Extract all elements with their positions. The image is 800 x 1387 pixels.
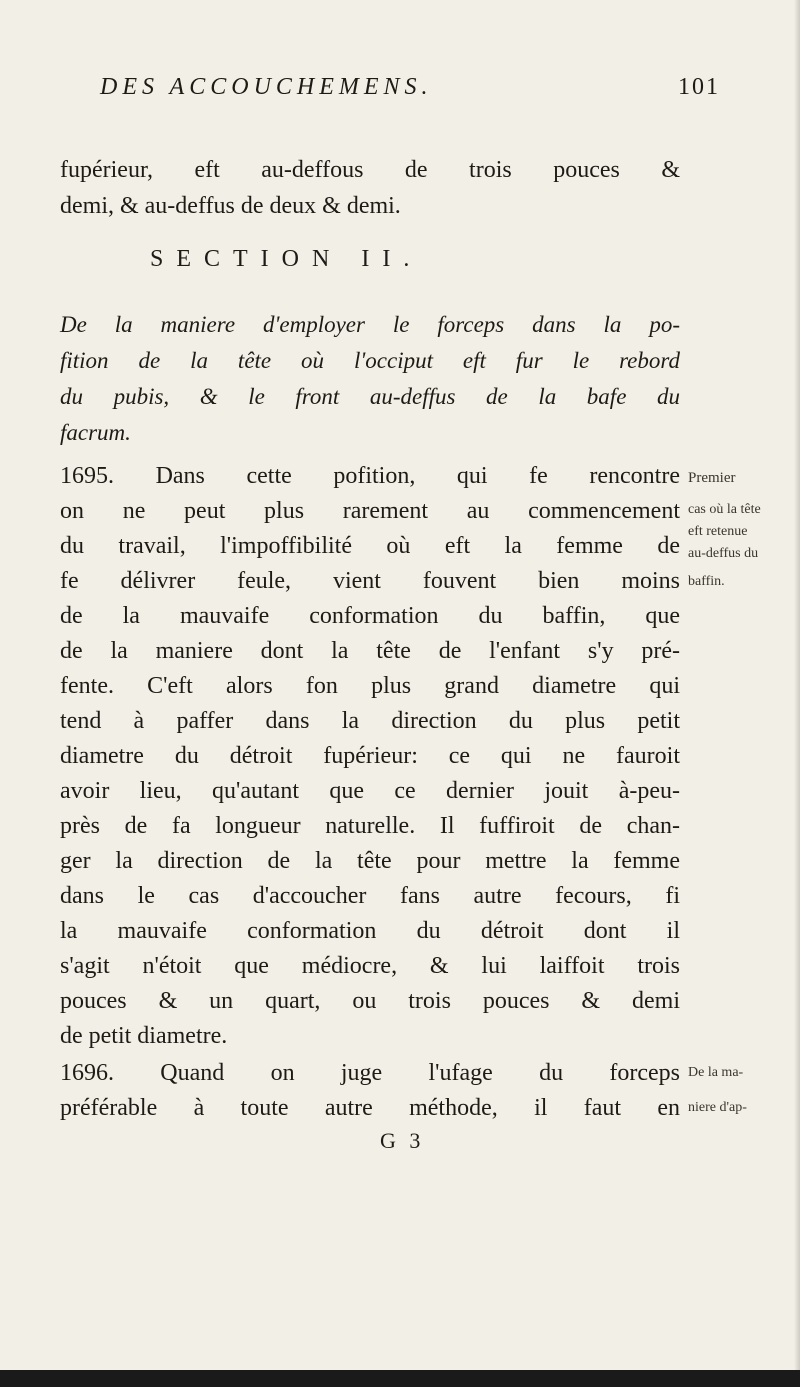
text-line: du travail, l'impoffibilité où eft la femme de (60, 533, 680, 559)
text-line: avoir lieu, qu'autant que ce dernier jouit à-peu- (60, 778, 680, 804)
section-heading-line: fition de la tête où l'occiput eft fur le rebord (60, 348, 680, 373)
section-heading-line: du pubis, & le front au-deffus de la bafe du (60, 384, 680, 409)
signature-mark: G 3 (380, 1128, 425, 1153)
text-line: préférable à toute autre méthode, il faut en (60, 1095, 680, 1121)
running-title: DES ACCOUCHEMENS. (100, 74, 433, 100)
section-title: SECTION II. (150, 246, 423, 272)
margin-note-line: cas où la tête (688, 502, 761, 517)
text-line: ger la direction de la tête pour mettre la femme (60, 848, 680, 874)
page-header (100, 74, 720, 114)
margin-note-line: Premier (688, 470, 736, 486)
text-line: dans le cas d'accoucher fans autre fecours, fi (60, 883, 680, 909)
text-line: diametre du détroit fupérieur: ce qui ne fauroit (60, 743, 680, 769)
text-line: de la maniere dont la tête de l'enfant s'y pré- (60, 638, 680, 664)
text-line: fupérieur, eft au-deffous de trois pouces & (60, 157, 680, 183)
section-heading-line: facrum. (60, 420, 131, 445)
margin-note-line: De la ma- (688, 1065, 744, 1080)
text-line: pouces & un quart, ou trois pouces & demi (60, 988, 680, 1014)
text-line: fe délivrer feule, vient fouvent bien moins (60, 568, 680, 594)
text-line: de petit diametre. (60, 1023, 228, 1049)
section-heading-line: De la maniere d'employer le forceps dans la po- (60, 312, 680, 337)
text-line: fente. C'eft alors fon plus grand diametre qui (60, 673, 680, 699)
text-line: la mauvaife conformation du détroit dont il (60, 918, 680, 944)
text-line: tend à paffer dans la direction du plus petit (60, 708, 680, 734)
text-line: 1695. Dans cette pofition, qui fe rencontre (60, 463, 680, 489)
margin-note-line: niere d'ap- (688, 1100, 747, 1115)
margin-note-line: au-deffus du (688, 546, 759, 561)
margin-note-line: baffin. (688, 574, 725, 589)
margin-note-line: eft retenue (688, 524, 748, 539)
scan-bottom-band (0, 1370, 800, 1387)
text-line: 1696. Quand on juge l'ufage du forceps (60, 1060, 680, 1086)
text-line: de la mauvaife conformation du baffin, que (60, 603, 680, 629)
text-line: demi, & au-deffus de deux & demi. (60, 193, 401, 219)
text-line: s'agit n'étoit que médiocre, & lui laiffoit trois (60, 953, 680, 979)
page-edge-shadow (794, 0, 800, 1387)
text-line: on ne peut plus rarement au commencement (60, 498, 680, 524)
text-line: près de fa longueur naturelle. Il fuffiroit de chan- (60, 813, 680, 839)
page-number: 101 (678, 74, 720, 100)
